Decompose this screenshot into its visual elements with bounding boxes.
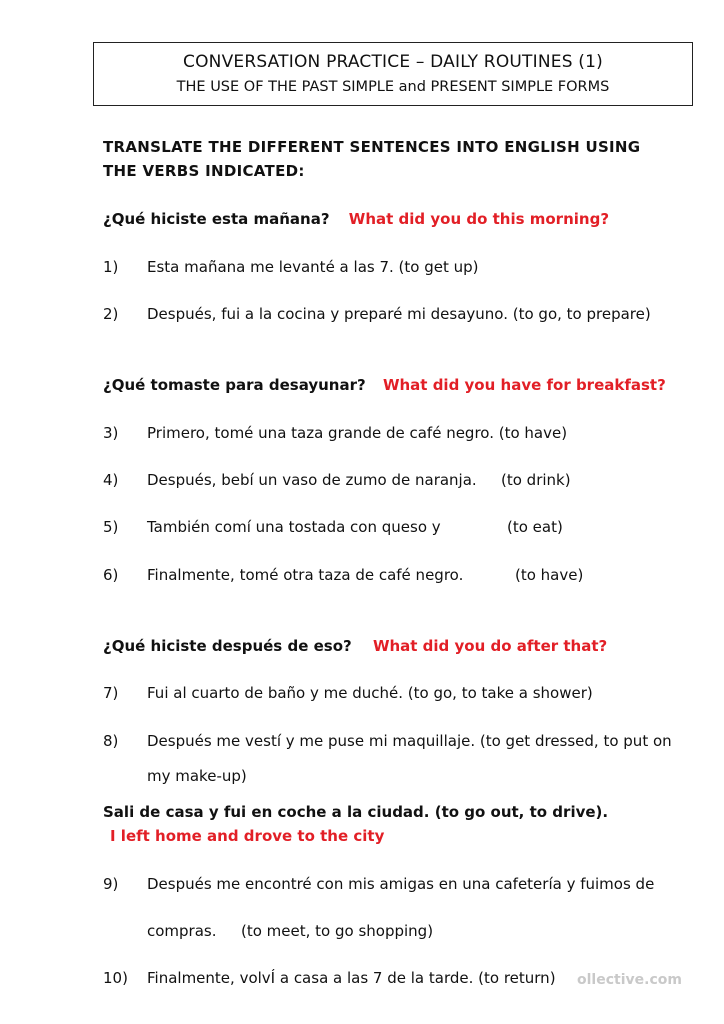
title-box bbox=[93, 42, 693, 106]
item-number: 9) bbox=[103, 875, 119, 893]
item-text: También comí una tostada con queso y bbox=[147, 518, 441, 536]
item-number: 4) bbox=[103, 471, 119, 489]
item-number: 5) bbox=[103, 518, 119, 536]
item-number: 6) bbox=[103, 566, 119, 584]
instruction-line-2: THE VERBS INDICATED: bbox=[103, 162, 305, 180]
page-title: CONVERSATION PRACTICE – DAILY ROUTINES (1) bbox=[183, 52, 603, 72]
item-text: Después me encontré con mis amigas en una cafetería y fuimos de bbox=[147, 875, 655, 893]
item-number: 7) bbox=[103, 684, 119, 702]
item-hint: (to drink) bbox=[501, 471, 571, 489]
question-english: What did you have for breakfast? bbox=[382, 376, 666, 394]
section-question bbox=[103, 376, 666, 394]
question-spanish: ¿Qué hiciste esta mañana? bbox=[103, 210, 330, 228]
page-subtitle: THE USE OF THE PAST SIMPLE and PRESENT SIMPLE FORMS bbox=[176, 79, 610, 95]
item-text: Después, fui a la cocina y preparé mi desayuno. (to go, to prepare) bbox=[147, 305, 651, 323]
item-text-continued: my make-up) bbox=[147, 767, 247, 785]
section-question bbox=[103, 210, 609, 228]
item-hint: (to meet, to go shopping) bbox=[241, 922, 434, 940]
question-spanish: ¿Qué hiciste después de eso? bbox=[103, 637, 352, 655]
item-text: Fui al cuarto de baño y me duché. (to go, to take a shower) bbox=[147, 684, 593, 702]
instruction-line-1: TRANSLATE THE DIFFERENT SENTENCES INTO ENGLISH USING bbox=[103, 138, 641, 156]
interlude-english: I left home and drove to the city bbox=[110, 827, 385, 845]
item-text: Primero, tomé una taza grande de café negro. (to have) bbox=[147, 424, 568, 442]
item-text: Finalmente, volvÍ a casa a las 7 de la tarde. (to return) bbox=[147, 969, 556, 987]
item-text-continued: compras. bbox=[147, 922, 217, 940]
question-english: What did you do this morning? bbox=[348, 210, 610, 228]
item-text: Finalmente, tomé otra taza de café negro. bbox=[147, 566, 464, 584]
question-spanish: ¿Qué tomaste para desayunar? bbox=[103, 376, 366, 394]
item-hint: (to eat) bbox=[507, 518, 563, 536]
item-number: 8) bbox=[103, 732, 119, 750]
section-question bbox=[103, 637, 607, 655]
item-number: 2) bbox=[103, 305, 119, 323]
item-number: 10) bbox=[103, 969, 128, 987]
item-number: 1) bbox=[103, 258, 119, 276]
item-text: Después me vestí y me puse mi maquillaje. (to get dressed, to put on bbox=[147, 732, 672, 750]
item-number: 3) bbox=[103, 424, 119, 442]
question-english: What did you do after that? bbox=[372, 637, 608, 655]
interlude-spanish: Sali de casa y fui en coche a la ciudad. (to go out, to drive). bbox=[103, 803, 609, 821]
item-text: Después, bebí un vaso de zumo de naranja. bbox=[147, 471, 477, 489]
item-text: Esta mañana me levanté a las 7. (to get up) bbox=[147, 258, 479, 276]
watermark: ollective.com bbox=[577, 972, 682, 988]
item-hint: (to have) bbox=[515, 566, 584, 584]
